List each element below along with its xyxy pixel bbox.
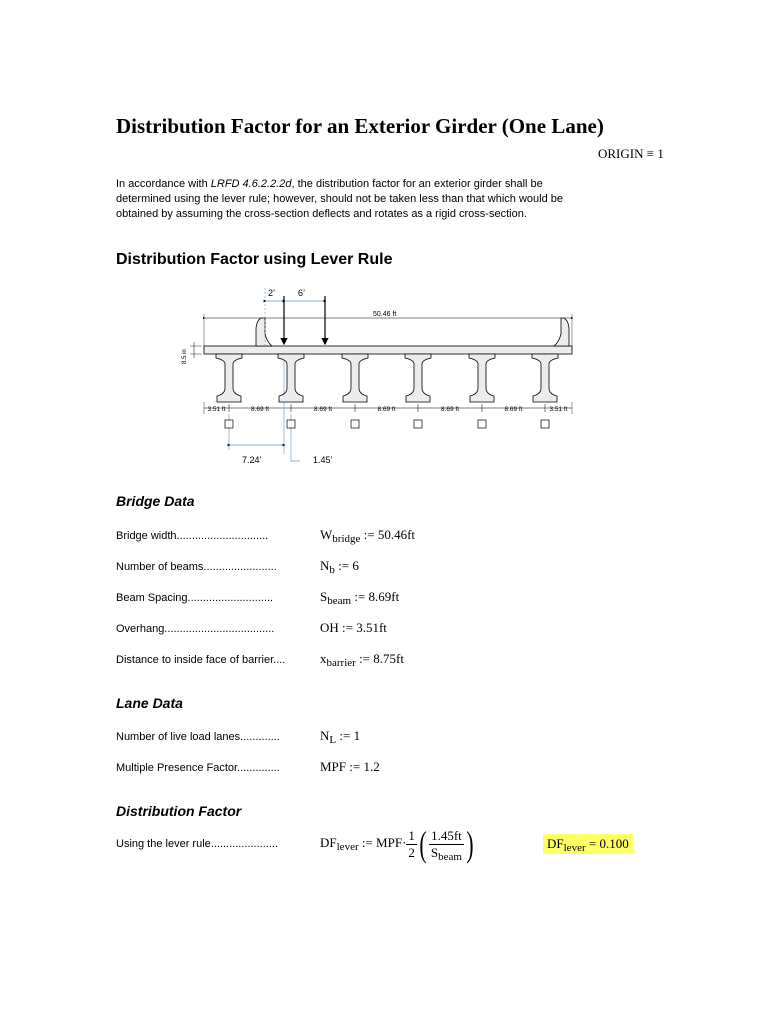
intro-pre: In accordance with xyxy=(116,178,211,190)
bearing-marker-2 xyxy=(287,420,295,428)
bridge-row-equation-0 xyxy=(320,527,415,543)
girder-4 xyxy=(405,354,431,402)
lane-row-value-0: := 1 xyxy=(336,728,361,743)
bridge-row-var-3: OH xyxy=(320,620,339,635)
lane-row-var-0: N xyxy=(320,728,330,743)
intro-paragraph xyxy=(116,177,596,222)
result-sub: lever xyxy=(563,842,586,854)
page-title: Distribution Factor for an Exterior Girder (One Lane) xyxy=(116,114,604,138)
dim-145-label: 1.45’ xyxy=(313,455,333,465)
df-lhs-sub: lever xyxy=(336,840,359,853)
bridge-row-label-3: Overhang.................................... xyxy=(116,623,275,635)
girder-6 xyxy=(532,354,558,402)
result-var: DF xyxy=(547,836,564,851)
bridge-row-sub-4: barrier xyxy=(326,657,356,669)
bridge-row-sub-1: b xyxy=(329,564,335,576)
bearing-marker-3 xyxy=(351,420,359,428)
girder-1 xyxy=(216,354,242,402)
lever-rule-heading: Distribution Factor using Lever Rule xyxy=(116,251,393,268)
spacing-fraction xyxy=(429,828,464,861)
bridge-row-var-4: x xyxy=(320,651,327,666)
bridge-row-var-2: S xyxy=(320,589,328,604)
half-denominator: 2 xyxy=(408,844,415,860)
bridge-row-value-0: := 50.46ft xyxy=(360,527,416,542)
half-fraction xyxy=(406,828,417,861)
bridge-row-var-1: N xyxy=(320,558,330,573)
bridge-row-sub-0: bridge xyxy=(332,533,361,545)
bridge-row-label-0: Bridge width.............................. xyxy=(116,530,269,542)
spacing-denominator: $S_{beam}$ xyxy=(430,844,462,863)
spacing-label-2: 8.69 ft xyxy=(313,406,333,413)
bridge-row-equation-4 xyxy=(320,651,404,667)
lane-row-sub-0: L xyxy=(329,734,337,746)
bridge-row-value-2: := 8.69ft xyxy=(351,589,400,604)
right-barrier xyxy=(554,318,569,346)
spacing-label-1: 8.69 ft xyxy=(250,406,270,413)
right-paren: ) xyxy=(466,824,474,864)
lane-row-equation-0 xyxy=(320,728,360,744)
bridge-cross-section-diagram xyxy=(176,284,586,468)
deck-thickness-label: 8.5 in xyxy=(182,349,188,364)
girder-2 xyxy=(278,354,304,402)
lane-row-label-1: Multiple Presence Factor.............. xyxy=(116,762,280,774)
dim-2ft-label: 2’ xyxy=(268,288,276,298)
lane-row-equation-1 xyxy=(320,759,380,775)
bridge-row-value-1: := 6 xyxy=(334,558,359,573)
origin-setting: ORIGIN ≡ 1 xyxy=(598,146,664,161)
bridge-data-heading: Bridge Data xyxy=(116,493,195,509)
spacing-label-6: 3.51 ft xyxy=(549,406,568,413)
spacing-label-4: 8.69 ft xyxy=(440,406,460,413)
df-lever-result xyxy=(543,834,633,854)
bridge-row-sub-2: beam xyxy=(327,595,352,607)
bridge-row-label-1: Number of beams........................ xyxy=(116,561,277,573)
lane-row-value-1: := 1.2 xyxy=(346,759,380,774)
result-value: = 0.100 xyxy=(585,836,629,851)
deck-slab xyxy=(204,346,572,354)
lane-row-label-0: Number of live load lanes............. xyxy=(116,731,280,743)
spacing-label-5: 8.69 ft xyxy=(504,406,523,413)
girder-5 xyxy=(469,354,495,402)
intro-post: , the distribution factor for an exterior girder shall be determined using the lever rule; however, should not be taken less than that which would be obtained by assuming the cross-section deflects and rotates as a rigid cross-section. xyxy=(116,178,563,220)
bearing-marker-1 xyxy=(225,420,233,428)
lane-data-heading: Lane Data xyxy=(116,695,183,711)
bridge-row-equation-3 xyxy=(320,620,387,636)
bridge-row-value-4: := 8.75ft xyxy=(355,651,404,666)
df-lever-equation xyxy=(320,826,476,862)
spacing-label-0: 3.51 ft xyxy=(207,406,226,413)
bridge-row-label-2: Beam Spacing............................ xyxy=(116,592,274,604)
bearing-marker-6 xyxy=(541,420,549,428)
distribution-factor-heading: Distribution Factor xyxy=(116,803,242,819)
girder-3 xyxy=(342,354,368,402)
lane-row-var-1: MPF xyxy=(320,759,347,774)
left-paren: ( xyxy=(419,824,427,864)
left-barrier xyxy=(256,318,272,346)
bridge-row-var-0: W xyxy=(320,527,333,542)
bridge-row-value-3: := 3.51ft xyxy=(338,620,387,635)
bearing-marker-5 xyxy=(478,420,486,428)
dim-724-label: 7.24’ xyxy=(242,455,262,465)
bridge-row-equation-2 xyxy=(320,589,399,605)
bridge-width-label: 50.46 ft xyxy=(373,311,397,318)
dim-6ft-label: 6’ xyxy=(298,288,306,298)
df-lhs-var: DF xyxy=(320,834,337,850)
df-assign: := MPF· xyxy=(358,834,407,850)
bridge-row-label-4: Distance to inside face of barrier.... xyxy=(116,654,286,666)
bearing-marker-4 xyxy=(414,420,422,428)
spacing-label-3: 8.69 ft xyxy=(377,406,396,413)
lever-rule-label: Using the lever rule...................... xyxy=(116,838,279,850)
spacing-numerator: 1.45ft xyxy=(429,828,464,845)
half-numerator: 1 xyxy=(408,827,415,843)
bridge-row-equation-1 xyxy=(320,558,359,574)
lrfd-reference: LRFD 4.6.2.2.2d xyxy=(210,178,292,190)
